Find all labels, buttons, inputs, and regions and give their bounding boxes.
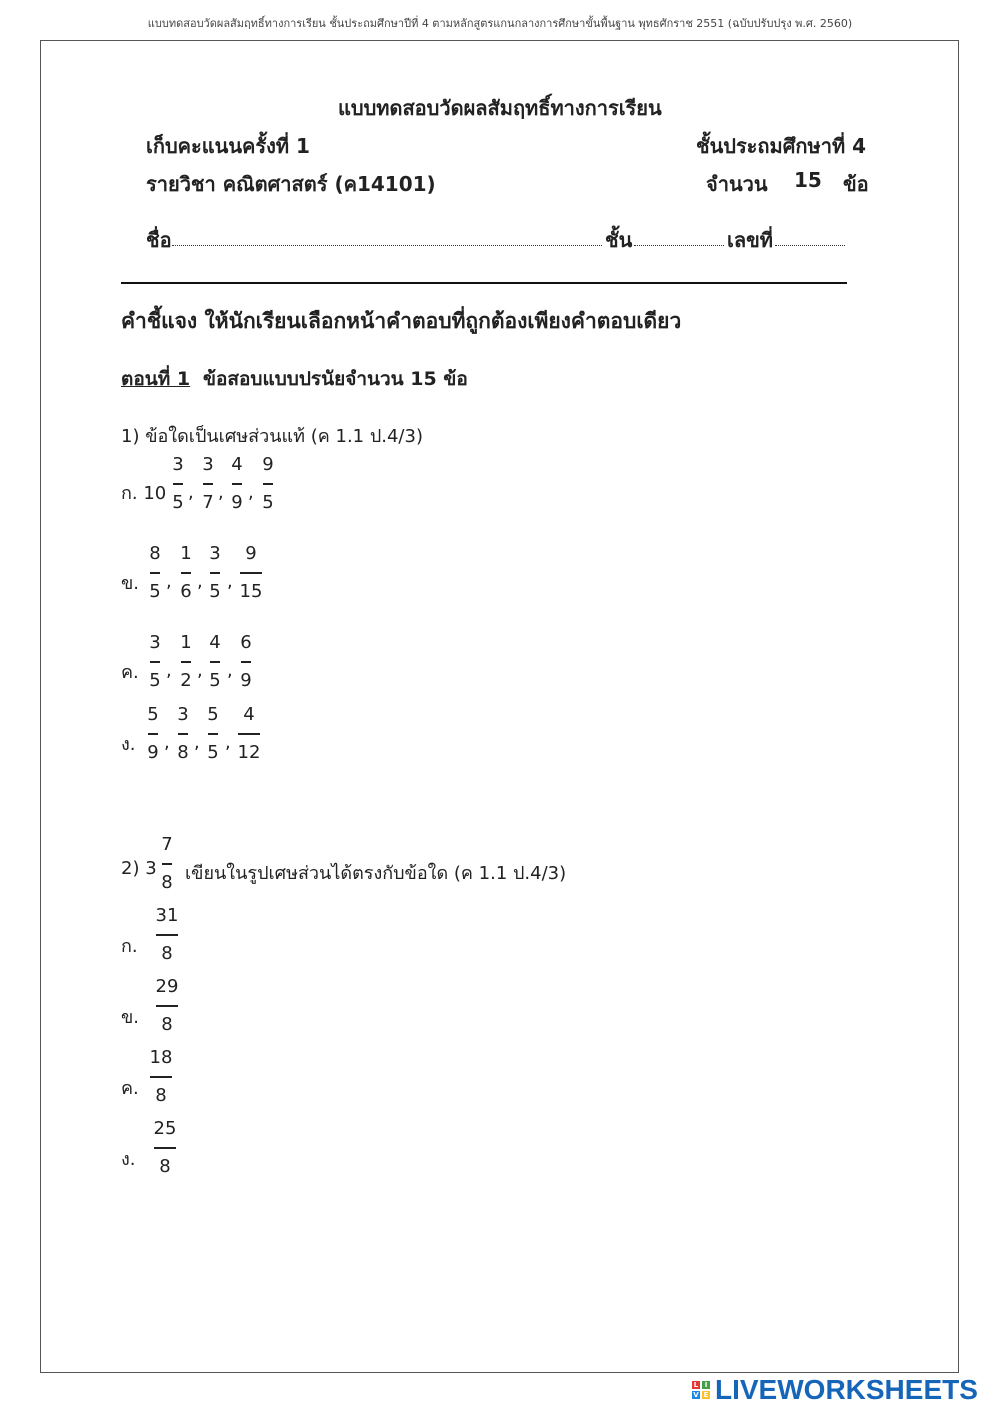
fraction-bar bbox=[150, 661, 160, 663]
numerator: 7 bbox=[161, 834, 173, 855]
number-field[interactable] bbox=[775, 245, 845, 246]
fraction bbox=[147, 545, 163, 601]
fraction bbox=[152, 1120, 178, 1176]
fraction-bar bbox=[148, 733, 158, 735]
numerator: 4 bbox=[231, 454, 243, 475]
denominator: 9 bbox=[147, 742, 159, 763]
q1-option-c-label[interactable]: ค. bbox=[121, 662, 139, 683]
fraction-bar bbox=[210, 661, 220, 663]
fraction-bar bbox=[150, 572, 160, 574]
fraction bbox=[170, 456, 186, 512]
fraction bbox=[238, 545, 264, 601]
denominator: 6 bbox=[180, 581, 192, 602]
denominator: 9 bbox=[240, 670, 252, 691]
denominator: 8 bbox=[159, 1156, 171, 1177]
logo-letter: E bbox=[703, 1391, 709, 1399]
fraction bbox=[205, 706, 221, 762]
fraction-bar bbox=[178, 733, 188, 735]
fraction bbox=[207, 634, 223, 690]
fraction bbox=[178, 634, 194, 690]
separator: , bbox=[218, 482, 224, 503]
count-unit: ข้อ bbox=[843, 172, 869, 196]
numerator: 8 bbox=[149, 543, 161, 564]
q1-option-a-label[interactable]: ก. 10 bbox=[121, 483, 167, 504]
fraction-bar bbox=[181, 661, 191, 663]
denominator: 8 bbox=[177, 742, 189, 763]
fraction bbox=[236, 706, 262, 762]
denominator: 5 bbox=[149, 581, 161, 602]
name-label: ชื่อ bbox=[146, 228, 172, 252]
logo-text: LIVEWORKSHEETS bbox=[715, 1374, 978, 1405]
fraction-bar bbox=[238, 733, 260, 735]
fraction-bar bbox=[181, 572, 191, 574]
numerator: 3 bbox=[177, 704, 189, 725]
q1-option-b-label[interactable]: ข. bbox=[121, 573, 140, 594]
q2-option-a-label[interactable]: ก. bbox=[121, 936, 138, 957]
separator: , bbox=[166, 660, 172, 681]
separator: , bbox=[248, 482, 254, 503]
part-description: ข้อสอบแบบปรนัยจำนวน 15 ข้อ bbox=[203, 368, 468, 390]
separator: , bbox=[197, 571, 203, 592]
q2-option-d-label[interactable]: ง. bbox=[121, 1149, 136, 1170]
fraction bbox=[207, 545, 223, 601]
fraction bbox=[260, 456, 276, 512]
denominator: 5 bbox=[209, 581, 221, 602]
question-1-text: 1) ข้อใดเป็นเศษส่วนแท้ (ค 1.1 ป.4/3) bbox=[121, 426, 423, 447]
fraction bbox=[148, 1049, 174, 1105]
page-header-note: แบบทดสอบวัดผลสัมฤทธิ์ทางการเรียน ชั้นประถมศึกษาปีที่ 4 ตามหลักสูตรแกนกลางการศึกษาขั้นพื้นฐาน พุทธศักราช 2551 (ฉบับปรับปรุง พ.ศ. 2560) bbox=[147, 17, 853, 30]
numerator: 9 bbox=[262, 454, 274, 475]
fraction-bar bbox=[203, 483, 213, 485]
separator: , bbox=[188, 482, 194, 503]
q2-option-b-label[interactable]: ข. bbox=[121, 1007, 140, 1028]
fraction bbox=[154, 907, 180, 963]
mixed-fraction bbox=[159, 836, 175, 892]
fraction-bar bbox=[241, 661, 251, 663]
name-field[interactable] bbox=[172, 245, 602, 246]
denominator: 7 bbox=[202, 492, 214, 513]
numerator: 1 bbox=[180, 543, 192, 564]
denominator: 15 bbox=[239, 581, 263, 602]
denominator: 5 bbox=[209, 670, 221, 691]
class-label: ชั้น bbox=[605, 228, 633, 252]
separator: , bbox=[197, 660, 203, 681]
numerator: 3 bbox=[209, 543, 221, 564]
denominator: 8 bbox=[161, 1014, 173, 1035]
denominator: 8 bbox=[161, 872, 173, 893]
numerator: 5 bbox=[147, 704, 159, 725]
page-title: แบบทดสอบวัดผลสัมฤทธิ์ทางการเรียน bbox=[338, 96, 662, 120]
subject: รายวิชา คณิตศาสตร์ (ค14101) bbox=[146, 172, 436, 196]
fraction-bar bbox=[208, 733, 218, 735]
numerator: 18 bbox=[149, 1047, 173, 1068]
numerator: 29 bbox=[155, 976, 179, 997]
fraction-bar bbox=[173, 483, 183, 485]
denominator: 2 bbox=[180, 670, 192, 691]
denominator: 12 bbox=[237, 742, 261, 763]
fraction-bar bbox=[210, 572, 220, 574]
separator: , bbox=[164, 732, 170, 753]
fraction bbox=[175, 706, 191, 762]
fraction bbox=[154, 978, 180, 1034]
fraction-bar bbox=[150, 1076, 172, 1078]
denominator: 5 bbox=[207, 742, 219, 763]
fraction-bar bbox=[162, 863, 172, 865]
fraction bbox=[145, 706, 161, 762]
fraction bbox=[200, 456, 216, 512]
q2-option-c-label[interactable]: ค. bbox=[121, 1078, 139, 1099]
numerator: 31 bbox=[155, 905, 179, 926]
numerator: 25 bbox=[153, 1118, 177, 1139]
logo-letter: I bbox=[702, 1381, 710, 1389]
numerator: 3 bbox=[172, 454, 184, 475]
denominator: 8 bbox=[161, 943, 173, 964]
logo-letter: V bbox=[693, 1391, 699, 1399]
fraction-bar bbox=[240, 572, 262, 574]
numerator: 4 bbox=[209, 632, 221, 653]
liveworksheets-logo[interactable] bbox=[692, 1376, 978, 1404]
question-2-prefix: 2) 3 bbox=[121, 858, 157, 879]
grade-level: ชั้นประถมศึกษาที่ 4 bbox=[696, 134, 866, 158]
numerator: 3 bbox=[202, 454, 214, 475]
separator: , bbox=[227, 660, 233, 681]
fraction-bar bbox=[156, 1005, 178, 1007]
class-field[interactable] bbox=[634, 245, 724, 246]
separator: , bbox=[166, 571, 172, 592]
numerator: 9 bbox=[245, 543, 257, 564]
logo-mark-icon bbox=[692, 1381, 710, 1399]
count-value: 15 bbox=[794, 168, 822, 192]
separator: , bbox=[225, 732, 231, 753]
number-label: เลขที่ bbox=[727, 228, 773, 252]
numerator: 6 bbox=[240, 632, 252, 653]
count-label: จำนวน bbox=[706, 172, 768, 196]
separator: , bbox=[194, 732, 200, 753]
numerator: 4 bbox=[243, 704, 255, 725]
logo-letter: L bbox=[693, 1381, 699, 1389]
question-2-text: เขียนในรูปเศษส่วนได้ตรงกับข้อใด (ค 1.1 ป.4/3) bbox=[185, 863, 567, 884]
fraction bbox=[178, 545, 194, 601]
numerator: 3 bbox=[149, 632, 161, 653]
fraction bbox=[147, 634, 163, 690]
fraction-bar bbox=[154, 1147, 176, 1149]
denominator: 8 bbox=[155, 1085, 167, 1106]
numerator: 1 bbox=[180, 632, 192, 653]
fraction bbox=[229, 456, 245, 512]
denominator: 5 bbox=[149, 670, 161, 691]
separator: , bbox=[227, 571, 233, 592]
fraction-bar bbox=[232, 483, 242, 485]
denominator: 5 bbox=[262, 492, 274, 513]
part-label: ตอนที่ 1 bbox=[121, 368, 191, 390]
numerator: 5 bbox=[207, 704, 219, 725]
score-round: เก็บคะแนนครั้งที่ 1 bbox=[146, 134, 310, 158]
instruction: คำชี้แจง ให้นักเรียนเลือกหน้าคำตอบที่ถูกต้องเพียงคำตอบเดียว bbox=[121, 309, 682, 333]
fraction-bar bbox=[263, 483, 273, 485]
divider bbox=[121, 282, 847, 284]
denominator: 9 bbox=[231, 492, 243, 513]
fraction-bar bbox=[156, 934, 178, 936]
fraction bbox=[238, 634, 254, 690]
q1-option-d-label[interactable]: ง. bbox=[121, 734, 136, 755]
denominator: 5 bbox=[172, 492, 184, 513]
